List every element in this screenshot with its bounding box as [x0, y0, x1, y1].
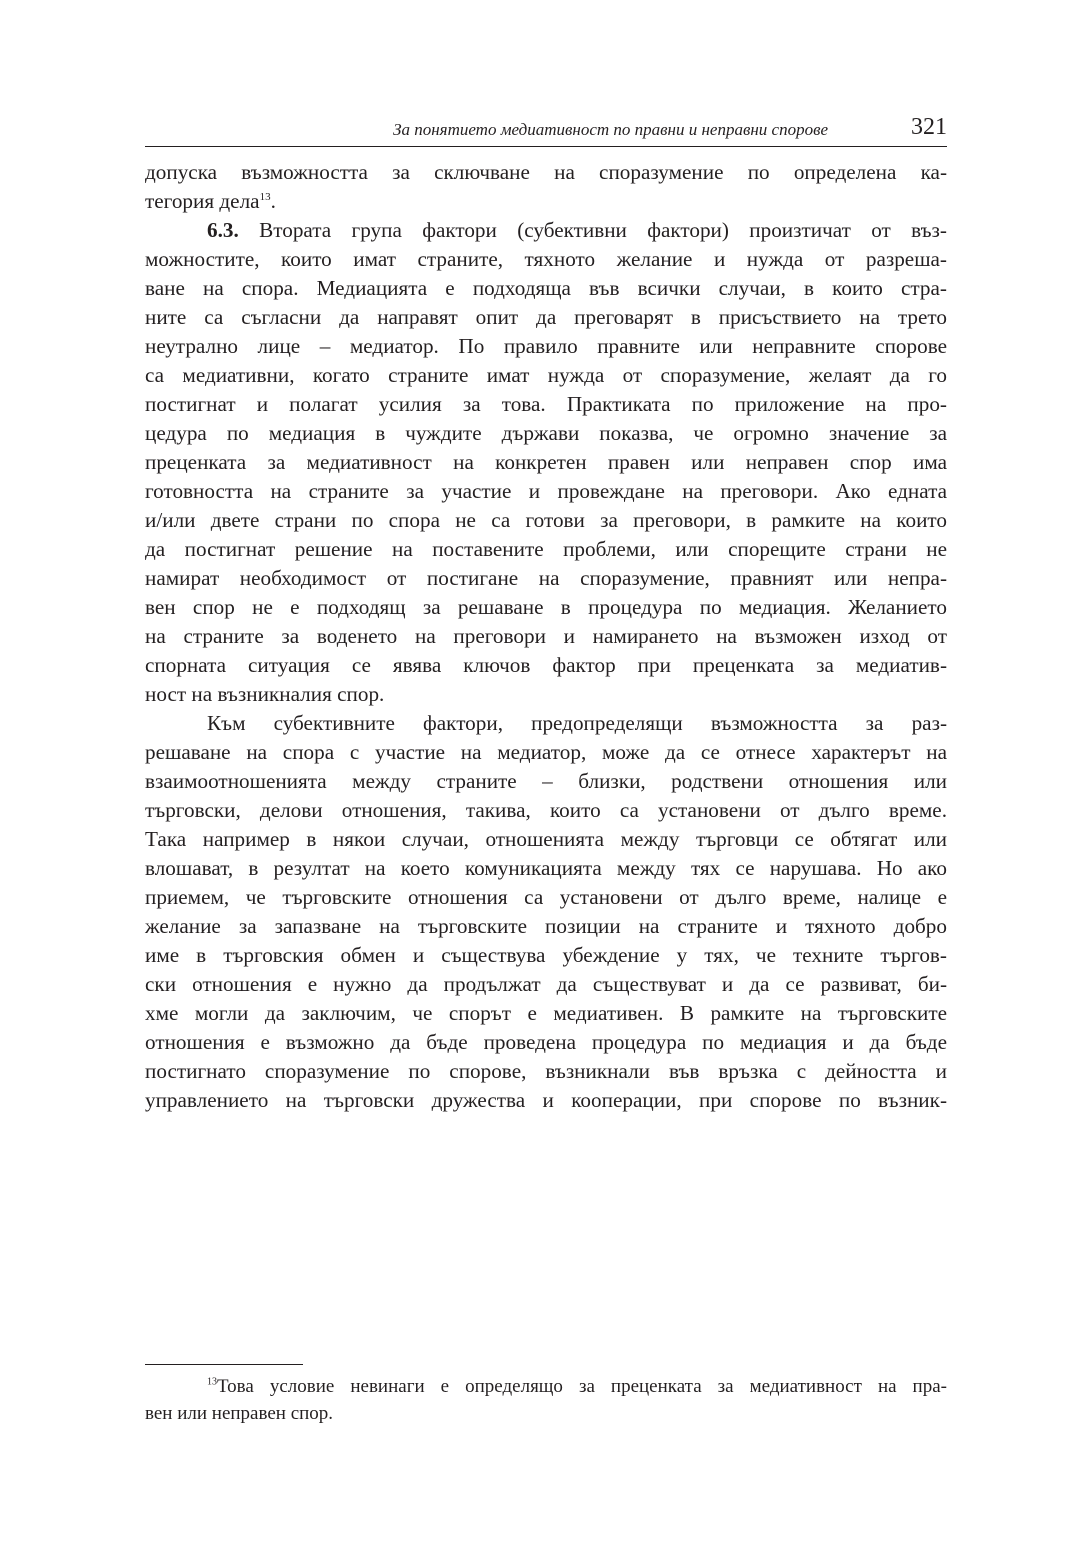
body-text: тегория дела: [145, 189, 260, 213]
footnote-reference: 13: [259, 190, 271, 203]
footnote-rule: [145, 1364, 303, 1365]
body-line: ски отношения е нужно да продължат да съществуват и да се развиват, би-: [145, 972, 947, 996]
body-line: да постигнат решение на поставените проблеми, или спорещите страни не: [145, 537, 947, 561]
body-line: готовността на страните за участие и провеждане на преговори. Ако едната: [145, 479, 947, 503]
body-line: допуска възможността за сключване на споразумение по определена ка-: [145, 160, 947, 184]
body-line: хме могли да заключим, че спорът е медиативен. В рамките на търговските: [145, 1001, 947, 1025]
body-line: цедура по медиация в чуждите държави показва, че огромно значение за: [145, 421, 947, 445]
body-line: неутрално лице – медиатор. По правило правните или неправните спорове: [145, 334, 947, 358]
body-line: управлението на търговски дружества и кооперации, при спорове по възник-: [145, 1088, 947, 1112]
body-line: спорната ситуация се явява ключов фактор при преценката за медиатив-: [145, 653, 947, 677]
body-line: [145, 187, 947, 216]
body-line: решаване на спора с участие на медиатор, може да се отнесе характерът на: [145, 740, 947, 764]
running-title: За понятието медиативност по правни и неправни спорове: [393, 120, 828, 139]
footnote-text: Това условие невинаги е определящо за преценката за медиативност на пра-: [217, 1376, 947, 1397]
body-line: [145, 216, 947, 245]
body-line: са медиативни, когато страните имат нужда от споразумение, желаят да го: [145, 363, 947, 387]
body-line: влошават, в резултат на което комуникацията между тях се нарушава. Но ако: [145, 856, 947, 880]
body-line: и/или двете страни по спора не са готови за преговори, в рамките на които: [145, 508, 947, 532]
body-line: Така например в някои случаи, отношенията между търговци се обтягат или: [145, 827, 947, 851]
page-number: 321: [911, 114, 947, 140]
body-line: на страните за воденето на преговори и намирането на възможен изход от: [145, 624, 947, 648]
footnote-line: вен или неправен спор.: [145, 1403, 334, 1424]
running-head: [145, 112, 947, 147]
body-line: приемем, че търговските отношения са установени от дълго време, налице е: [145, 885, 947, 909]
body-line: взаимоотношенията между страните – близки, родствени отношения или: [145, 769, 947, 793]
body-line: Към субективните фактори, предопределящи възможността за раз-: [207, 711, 947, 735]
body-line: ност на възникналия спор.: [145, 682, 385, 706]
body-line: можностите, които имат страните, тяхното желание и нужда от разреша-: [145, 247, 947, 271]
body-text: .: [270, 189, 276, 213]
section-number: 6.3.: [207, 218, 239, 242]
body-text: Втората група фактори (субективни фактори) произтичат от въз-: [238, 218, 947, 242]
body-line: ване на спора. Медиацията е подходяща във всички случаи, в които стра-: [145, 276, 947, 300]
body-line: намират необходимост от постигане на споразумение, правният или непра-: [145, 566, 947, 590]
footnote-mark: 13: [207, 1376, 217, 1388]
footnote-line: [145, 1373, 947, 1400]
body-line: постигнато споразумение по спорове, възникнали във връзка с дейността и: [145, 1059, 947, 1083]
body-line: отношения е възможно да бъде проведена процедура по медиация и да бъде: [145, 1030, 947, 1054]
body-line: ните са съгласни да направят опит да преговарят в присъствието на трето: [145, 305, 947, 329]
body-line: желание за запазване на търговските позиции на страните и тяхното добро: [145, 914, 947, 938]
body-line: име в търговския обмен и съществува убеждение у тях, че техните търгов-: [145, 943, 947, 967]
body-line: преценката за медиативност на конкретен правен или неправен спор има: [145, 450, 947, 474]
body-line: търговски, делови отношения, такива, които са установени от дълго време.: [145, 798, 947, 822]
body-line: вен спор не е подходящ за решаване в процедура по медиация. Желанието: [145, 595, 947, 619]
body-line: постигнат и полагат усилия за това. Практиката по приложение на про-: [145, 392, 947, 416]
